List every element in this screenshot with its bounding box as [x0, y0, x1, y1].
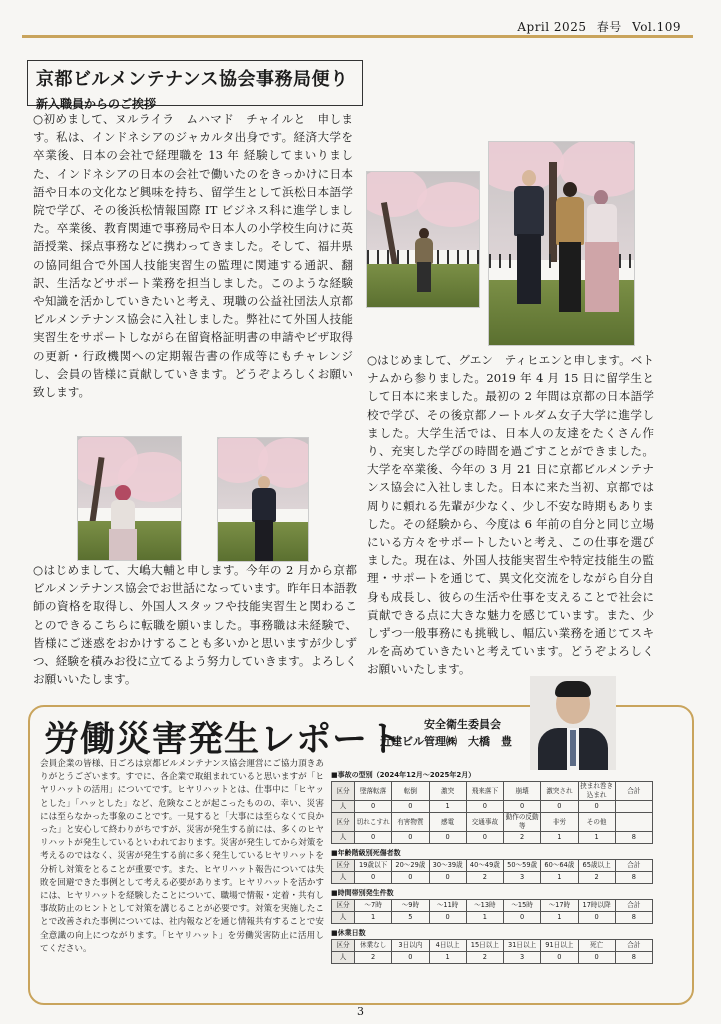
table-cell: 墜落転落: [355, 782, 392, 801]
issue-date: April 2025: [517, 20, 587, 34]
table-cell: 5: [392, 912, 429, 924]
photo-cherry-blossom-2: [77, 436, 182, 561]
table-cell: 3: [504, 952, 541, 964]
table-cell: 0: [541, 801, 578, 813]
table-cell: 人: [332, 832, 355, 844]
table-cell: 転倒: [392, 782, 429, 801]
report-author: 近建ビル管理㈱ 大橋 豊: [380, 735, 512, 748]
table-caption: ■事故の型別（2024年12月～2025年2月）: [331, 771, 476, 779]
table-cell: 1: [355, 912, 392, 924]
table-caption: ■休業日数: [331, 929, 366, 937]
intro-nurlaila: ○初めまして、ヌルライラ ムハマド チャイルと 申します。私は、インドネシアのジャカルタ出身です。経済大学を卒業後、日本の会社で経理職を 13 年 経験してまいりました、インドネシアの日本の会社で働いたのをきっかけに日本語や日本の文化など興味を持ち、留学生として浜松日本語学院で学び、その後浜松情報国際 IT ビジネス科に進学しました。卒業後、教育関連で事務局や日本人の小学校生向けに英語授業、採点事務などに携わってきました。そして、福井県の協同組合で外国人技能実習生の監理に関連する通訳、翻訳、生活などサポート業務を担当しました。このような経験や知識を活かしていきたいと考え、現職の公益社団法人京都ビルメンテナンス協会に入社しました。弊社にて外国人技能実習生をサポートしながら在留資格証明書の申請やビザ取得の更新・行政機関への定期報告書の作成等にもチャレンジし、会員の皆様に貢献していきます。どうぞよろしくお願い致します。: [33, 112, 353, 400]
page-number: 3: [357, 1005, 364, 1018]
table-cell: 8: [615, 952, 652, 964]
table-cell: 区分: [332, 860, 355, 872]
table-cell: 合計: [615, 940, 652, 952]
table-cell: 0: [541, 952, 578, 964]
table-cell: 30～39歳: [429, 860, 466, 872]
report-title: 労働災害発生レポート: [40, 712, 408, 762]
table-cell: 人: [332, 872, 355, 884]
table-cell: 崩壊: [504, 782, 541, 801]
table-cell: 0: [578, 801, 615, 813]
table-cell: 60～64歳: [541, 860, 578, 872]
table-cell: 2: [355, 952, 392, 964]
header-divider: [22, 35, 693, 38]
photo-cherry-blossom-3: [217, 437, 309, 562]
table-cell: 1: [429, 801, 466, 813]
table-cell: 0: [392, 872, 429, 884]
table-cell: 1: [541, 872, 578, 884]
report-body: 会員企業の皆様、日ごろは京都ビルメンテナンス協会運営にご協力頂きありがとうございます。すでに、各企業で取組まれていると思いますが「ヒヤリハットの活用」についてです。ヒヤリハットとは、仕事中に「ヒヤッとした」「ハッとした」など、危険なことが起こったものの、幸い、災害には至らなかった事象のことです。一見すると「大事には至らなくて良かった」と安心して終わりがちですが、災害が発生する前には、多くのヒヤリハットが発生しているといわれております。災害が発生してから対策を考えるのではなく、災害が発生する前に多く発生しているヒヤリハットを分析し対策をとることが重要です。また、ヒヤリハット報告については失敗を回避できた事例として考える必要があります。ヒヤリハットを活かすには、ヒヤリハットを経験したことについて、職場で情報・定着・共有し事故防止のヒントとして対策を講じることが必要です。対策を実施したことで改善された事例については、社内報などを通じ情報共有することで安全意識の向上につながります。「ヒヤリハット」を労働災害防止に活用してください。: [40, 759, 324, 954]
table-cell: 死亡: [578, 940, 615, 952]
table-cell: 3: [504, 872, 541, 884]
table-time-of-day: [331, 888, 653, 924]
table-cell: 激突され: [541, 782, 578, 801]
table-cell: 人: [332, 952, 355, 964]
table-cell: 2: [504, 832, 541, 844]
table-cell: 区分: [332, 940, 355, 952]
author-portrait: [530, 676, 616, 770]
table-cell: 65歳以上: [578, 860, 615, 872]
issue-volume: Vol.109: [632, 20, 681, 34]
table-cell: 0: [466, 832, 503, 844]
table-age-group: [331, 848, 653, 884]
table-cell: 0: [392, 832, 429, 844]
table-cell: 40～49歳: [466, 860, 503, 872]
table-cell: 8: [615, 912, 652, 924]
table-cell: ～11時: [429, 900, 466, 912]
table-cell: 2: [578, 872, 615, 884]
table-cell: 有害物質: [392, 813, 429, 832]
table-cell: 91日以上: [541, 940, 578, 952]
table-cell: 1: [429, 952, 466, 964]
table-cell: 1: [541, 832, 578, 844]
table-cell: 1: [466, 912, 503, 924]
table-cell: 0: [578, 912, 615, 924]
table-cell: 挟まれ巻き込まれ: [578, 782, 615, 801]
table-cell: 0: [392, 952, 429, 964]
table-cell: 0: [578, 952, 615, 964]
table-cell: 0: [504, 912, 541, 924]
table-cell: ～17時: [541, 900, 578, 912]
table-cell: 17時以降: [578, 900, 615, 912]
table-cell: 4日以上: [429, 940, 466, 952]
table-cell: 20～29歳: [392, 860, 429, 872]
table-cell: 人: [332, 912, 355, 924]
table-cell: ～13時: [466, 900, 503, 912]
table-cell: 動作の反動等: [504, 813, 541, 832]
table-cell: 交通事故: [466, 813, 503, 832]
table-cell: 区分: [332, 782, 355, 801]
table-cell: 0: [429, 832, 466, 844]
table-cell: 飛来落下: [466, 782, 503, 801]
table-cell: 2: [466, 872, 503, 884]
photo-group-four: [488, 141, 635, 346]
intro-oshima: ○はじめまして、大嶋大輔と申します。今年の 2 月から京都ビルメンテナンス協会でお世話になっています。昨年日本語教師の資格を取得し、外国人スタッフや技能実習生と関わることのできるこちらに転職を願いました。事務職は未経験で、皆様にご迷惑をおかけすることも多いかと思いますが少しずつ、経験を積みお役に立てるよう努力していきます。よろしくお願いいたします。: [33, 563, 357, 687]
table-cell: 人: [332, 801, 355, 813]
section-title: 京都ビルメンテナンス協会事務局便り: [36, 69, 349, 90]
table-cell: 2: [466, 952, 503, 964]
issue-season: 春号: [596, 20, 622, 34]
table-cell: 3日以内: [392, 940, 429, 952]
table-cell: 切れこすれ: [355, 813, 392, 832]
table-cell: 0: [355, 801, 392, 813]
table-cell: 31日以上: [504, 940, 541, 952]
table-cell: 感電: [429, 813, 466, 832]
table-cell: 0: [355, 872, 392, 884]
table-cell: その他: [578, 813, 615, 832]
table-cell: ～9時: [392, 900, 429, 912]
table-cell: 0: [466, 801, 503, 813]
table-caption: ■時間帯別発生件数: [331, 889, 394, 897]
table-cell: 合計: [615, 782, 652, 801]
table-cell: 15日以上: [466, 940, 503, 952]
report-tables: [331, 770, 653, 968]
table-cell: ～15時: [504, 900, 541, 912]
table-accident-type: [331, 770, 653, 844]
intro-nguyen: ○はじめまして、グエン ティヒエンと申します。ベトナムから参りました。2019 年 4 月 15 日に留学生として日本に来ました。最初の 2 年間は京都の日本語学校で学び、その後京都ノートルダム女子大学に進学しました。大学生活では、日本人の友達をたくさん作り、充実した学びの時間を過ごすことができました。大学を卒業後、今年の 3 月 21 日に京都ビルメンテナンス協会に入社しました。日本に来た当初、京都では周りに頼れる先輩が少なく、少し不安な時期もありました。その経験から、今度は 6 年前の自分と同じ立場にいる方々をサポートしたいと考え、この仕事を選びました。現在は、外国人技能実習生や特定技能生の監理・サポートを通じて、異文化交流をしながら自分自身も成長し、彼らの生活や仕事を支えることで社会に貢献できる点に大きな魅力を感じています。また、少しずつ一般事務にも挑戦し、幅広い業務を通じてスキルを高めていきたいと考えています。どうぞよろしくお願いいたします。: [367, 353, 654, 677]
table-cell: 非労: [541, 813, 578, 832]
table-cell: 0: [429, 872, 466, 884]
table-cell: 激突: [429, 782, 466, 801]
table-cell: 0: [429, 912, 466, 924]
table-cell: 50～59歳: [504, 860, 541, 872]
table-cell: [615, 813, 652, 832]
table-cell: 合計: [615, 900, 652, 912]
section-subtitle: 新入職員からのご挨拶: [36, 97, 157, 111]
table-cell: 8: [615, 832, 652, 844]
issue-header: [511, 18, 681, 35]
table-cell: 1: [578, 832, 615, 844]
photo-cherry-blossom-1: [366, 171, 480, 308]
table-cell: 19歳以下: [355, 860, 392, 872]
table-cell: 8: [615, 872, 652, 884]
table-days-lost: [331, 928, 653, 964]
report-committee: 安全衛生委員会: [424, 718, 501, 731]
table-cell: [615, 801, 652, 813]
table-cell: 0: [504, 801, 541, 813]
table-cell: 1: [541, 912, 578, 924]
section-heading-box: [27, 60, 363, 111]
table-cell: 合計: [615, 860, 652, 872]
table-cell: 0: [355, 832, 392, 844]
table-cell: 区分: [332, 813, 355, 832]
table-cell: 休業なし: [355, 940, 392, 952]
table-caption: ■年齢階級別死傷者数: [331, 849, 401, 857]
table-cell: 区分: [332, 900, 355, 912]
table-cell: ～7時: [355, 900, 392, 912]
table-cell: 0: [392, 801, 429, 813]
